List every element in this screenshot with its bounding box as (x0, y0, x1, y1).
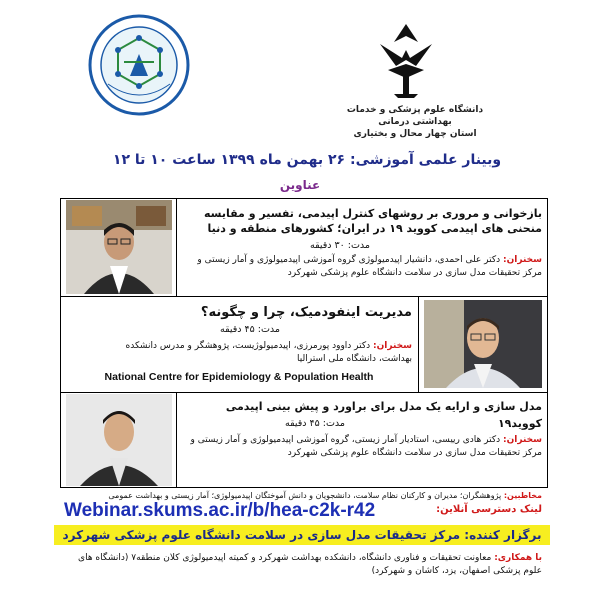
cooperation-text (66, 552, 542, 578)
organizer-banner: برگزار کننده: مرکز تحقیقات مدل سازی در سلامت دانشگاه علوم پزشکی شهرکرد (54, 525, 550, 545)
separator-2 (60, 392, 548, 393)
university-name-line1: دانشگاه علوم پزشکی و خدمات بهداشتی درمانی (346, 105, 484, 127)
university-name-line2: استان چهار محال و بختیاری (353, 129, 477, 139)
photo-divider-3 (176, 392, 177, 488)
talk-2-speaker-text: دکتر داوود پورمرزی، اپیدمیولوژیست، پژوهشگر و مدرس دانشکده بهداشت، دانشگاه ملی استرالیا (125, 341, 412, 364)
photo-divider-1 (176, 198, 177, 296)
talk-3-title: مدل سازی و ارایه یک مدل برای براورد و پیش بینی اپیدمی کووید۱۹ (225, 400, 542, 430)
talk-2-speaker-label: سخنران: (373, 341, 412, 351)
audience-line (66, 491, 542, 500)
separator-1 (60, 296, 548, 297)
university-name (340, 104, 490, 140)
talk-3-speaker-text: دکتر هادی رییسی، استادیار آمار زیستی، گروه آموزشی اپیدمیولوژی و آمار زیستی و مرکز تحقیقات مدل سازی در سلامت دانشگاه علوم پزشکی شهرکرد (190, 435, 542, 458)
talk-3-speaker (182, 434, 542, 460)
talk-3-speaker-label: سخنران: (503, 435, 542, 445)
talk-2-duration: مدت: ۴۵ دقیقه (219, 324, 281, 335)
cooperation-body: معاونت تحقیقات و فناوری دانشگاه، دانشکده بهداشت شهرکرد و کمیته اپیدمیولوژی کلان منطقه۷ (دانشگاه های علوم پزشکی اصفهان، یزد، کاشان و شهرکرد) (78, 553, 542, 576)
speaker-photo-3 (66, 394, 172, 486)
speaker-photo-2 (424, 300, 542, 388)
talk-1-speaker-text: دکتر علی احمدی، دانشیار اپیدمیولوژی گروه آموزشی اپیدمیولوژی و آمار زیستی و مرکز تحقیقات مدل سازی در سلامت دانشگاه علوم پزشکی شهرکرد (197, 255, 542, 278)
talk-1-speaker (182, 254, 542, 280)
photo-divider-2 (418, 296, 419, 392)
talk-1-speaker-label: سخنران: (503, 255, 542, 265)
talk-3-duration: مدت: ۴۵ دقیقه (284, 418, 346, 429)
talk-2-speaker (90, 340, 412, 366)
research-center-logo (88, 14, 190, 116)
talk-1-title: بازخوانی و مروری بر روشهای کنترل اپیدمی، تفسیر و مقایسه منحنی های اپیدمی کووید ۱۹ در ایران؛ کشورهای منطقه و دنیا (204, 207, 542, 235)
talk-1-duration: مدت: ۳۰ دقیقه (309, 240, 371, 251)
audience-label: مخاطبین: (503, 491, 542, 500)
webinar-link[interactable]: Webinar.skums.ac.ir/b/hea-c2k-r42 (64, 500, 376, 521)
audience-text: پژوهشگران؛ مدیران و کارکنان نظام سلامت، دانشجویان و دانش آموختگان اپیدمیولوژی؛ آمار زیستی و بهداشت عمومی (108, 491, 502, 500)
section-heading: عناوین (279, 178, 321, 192)
university-logo (376, 20, 436, 100)
online-link-label: لینک دسترسی آنلاین: (436, 504, 542, 515)
speaker-photo-1 (66, 200, 172, 294)
talk-2-title: مدیریت اینفودمیک، چرا و چگونه؟ (200, 305, 412, 320)
webinar-title: وبینار علمی آموزشی: ۲۶ بهمن ماه ۱۳۹۹ ساعت ۱۰ تا ۱۲ (112, 152, 502, 168)
talk-2-institution: National Centre for Epidemiology & Population Health (104, 371, 374, 383)
cooperation-label: با همکاری: (494, 553, 542, 563)
